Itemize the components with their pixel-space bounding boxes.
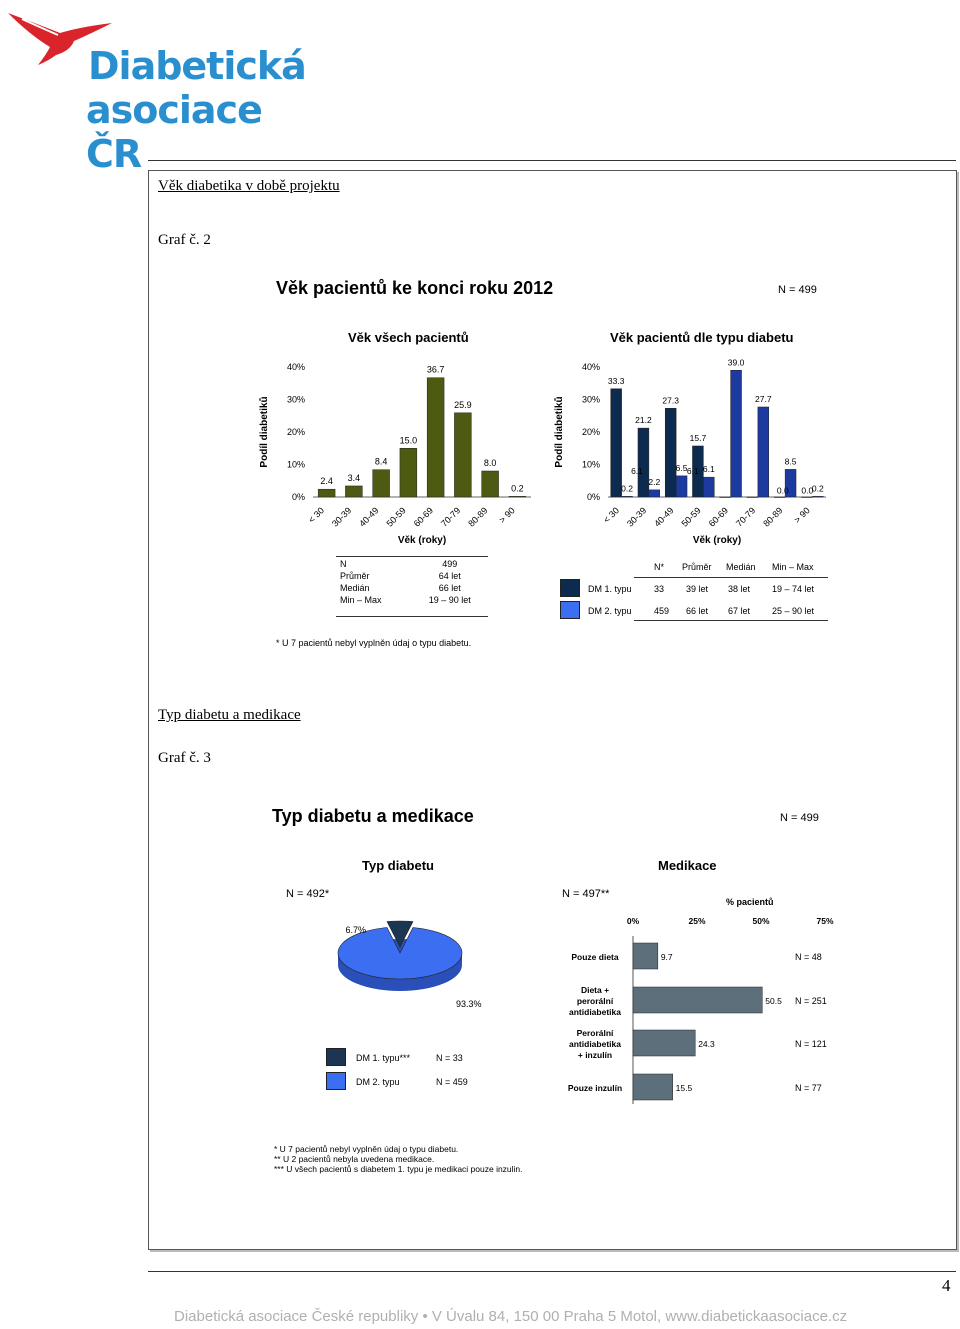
data-label: 9.7 [660,952,673,962]
data-label: 50.5 [765,996,782,1006]
footer-text: Diabetická asociace České republiky • V Úvalu 84, 150 00 Praha 5 Motol, www.diabetickaasociace.cz [174,1308,848,1325]
x-tick-label: 70-79 [733,505,758,529]
data-label: 6.1 [631,465,643,476]
data-label: 0.0 [801,485,814,496]
x-tick-label: > 90 [497,505,517,525]
age-all-chart [255,355,545,550]
logo-line-1: Diabetická [88,44,306,88]
x-tick-label: < 30 [306,505,327,525]
y-axis-label: Podíl diabetiků [554,396,565,468]
stats-cell: 19 – 74 let [772,584,815,594]
stats-cell: 39 let [686,584,709,594]
y-axis-label: Podíl diabetiků [259,396,270,468]
bar [774,497,785,498]
x-tick-label: 25% [688,916,706,926]
data-label: 6.5 [675,462,688,473]
bar [731,370,742,497]
stats-header: N* [654,562,665,572]
bar [665,408,676,497]
data-label: 33.3 [607,375,625,386]
stats-value: 64 let [438,571,461,581]
bar [454,413,471,497]
stats-cell: DM 2. typu [588,606,632,616]
bar [318,489,335,497]
category-label: antidiabetika [569,1039,621,1049]
count-label: N = 48 [795,952,822,962]
diabetes-type-pie [300,915,500,1015]
footnote-3: *** U všech pacientů s diabetem 1. typu je medikaci pouze inzulin. [274,1164,523,1174]
x-tick-label: > 90 [792,505,812,525]
data-label: 25.9 [454,399,472,410]
bar [703,477,714,497]
y-tick-label: 0% [586,492,600,502]
data-label: 0.2 [811,483,824,494]
data-label: 0.2 [621,483,633,494]
footer-rule [148,1271,956,1272]
bar [633,1074,673,1100]
bar [427,378,444,497]
x-tick-label: 40-49 [652,505,676,529]
stats-row [336,570,488,582]
section2-graf-label: Graf č. 3 [158,750,211,766]
bar [345,486,362,497]
data-label: 15.7 [689,432,707,443]
x-tick-label: 50-59 [679,505,703,529]
legend-label: DM 2. typu [356,1077,400,1087]
bar [482,471,499,497]
x-tick-label: 30-39 [624,505,649,529]
stats-header: Průměr [682,562,712,572]
data-label: 0.2 [511,483,524,494]
legend-swatch [560,579,580,597]
bar [747,497,758,498]
legend-swatch [326,1048,346,1066]
footnote-2: ** U 2 pacientů nebyla uvedena medikace. [274,1154,435,1164]
stats-header: Medián [726,562,756,572]
section2-heading: Typ diabetu a medikace [158,707,301,723]
data-label: 36.7 [426,364,445,375]
logo [0,0,306,176]
percent-axis-label: % pacientů [726,897,774,907]
y-tick-label: 0% [291,492,305,502]
legend-swatch [326,1072,346,1090]
data-label: 6.1 [686,465,699,476]
stats-label: N [340,559,347,569]
y-tick-label: 40% [581,362,600,372]
category-label: + inzulín [577,1050,613,1060]
x-tick-label: 80-89 [466,505,490,529]
bar [633,943,658,969]
data-label: 2.4 [320,476,333,487]
stats-label: Průměr [340,571,370,581]
medication-chart [555,912,845,1107]
stats-row [336,558,488,570]
stats-cell: 33 [654,584,665,594]
bar [676,476,687,497]
pie-label: 6.7% [345,925,366,935]
bar [758,407,769,497]
x-tick-label: 60-69 [706,505,731,529]
stats-row [336,594,488,606]
data-label: 0.0 [776,485,789,496]
stats-value: 19 – 90 let [428,595,471,605]
medication-n-label: N = 497** [562,888,610,900]
x-tick-label: 50% [752,916,770,926]
section1-left-subtitle: Věk všech pacientů [348,330,469,345]
legend-count: N = 33 [436,1053,463,1063]
data-label: 8.0 [483,458,497,468]
stats-label: Medián [340,583,370,593]
stats-all-table [336,556,488,606]
bar [638,428,649,497]
bar [649,490,660,497]
section1-footnote: * U 7 pacientů nebyl vyplněn údaj o typu diabetu. [276,638,472,648]
data-label: 27.7 [755,393,772,404]
x-tick-label: 70-79 [438,505,463,529]
x-tick-label: 80-89 [761,505,785,529]
y-tick-label: 40% [286,362,305,372]
section1-graf-label: Graf č. 2 [158,232,211,248]
section1-heading: Věk diabetika v době projektu [158,178,340,194]
stats-label: Min – Max [340,595,382,605]
data-label: 2.2 [648,476,661,487]
y-tick-label: 30% [286,394,305,405]
section1-right-subtitle: Věk pacientů dle typu diabetu [610,330,794,345]
section1-n-total: N = 499 [778,284,817,296]
legend-swatch [560,601,580,619]
x-axis-label: Věk (roky) [692,535,742,546]
bar [622,496,633,497]
y-tick-label: 20% [581,427,600,437]
section2-right-subtitle: Medikace [658,858,717,873]
pie-legend [326,1048,506,1096]
x-tick-label: 30-39 [329,505,354,529]
category-label: Pouze inzulín [567,1083,623,1093]
data-label: 15.5 [675,1083,693,1093]
data-label: 8.5 [784,456,797,467]
section1-chart-title: Věk pacientů ke konci roku 2012 [276,278,554,298]
stats-cell: 38 let [728,584,751,594]
header-rule [148,160,956,161]
y-tick-label: 10% [286,459,305,470]
stats-cell: DM 1. typu [588,584,632,594]
footnote-1: * U 7 pacientů nebyl vyplněn údaj o typu diabetu. [274,1144,459,1154]
page-number: 4 [942,1276,951,1295]
bar [400,448,417,497]
logo-line-2: asociace ČR [86,88,262,176]
category-label: Pouze dieta [571,952,619,962]
data-label: 6.1 [702,464,715,475]
stats-cell: 459 [654,606,670,616]
age-by-type-chart [550,355,840,550]
section2-n-total: N = 499 [780,812,819,824]
stats-cell: 67 let [728,606,751,616]
legend-count: N = 459 [436,1077,468,1087]
count-label: N = 251 [795,996,827,1006]
stats-cell: 66 let [686,606,709,616]
category-label: Perorální [576,1028,614,1038]
data-label: 8.4 [374,456,388,467]
stats-value: 499 [442,559,458,569]
pie-n-label: N = 492* [286,888,330,900]
stats-value: 66 let [438,583,461,593]
bar [611,389,622,497]
count-label: N = 77 [795,1083,822,1093]
bar [720,497,731,498]
legend-label: DM 1. typu*** [356,1053,411,1063]
x-tick-label: 60-69 [411,505,436,529]
data-label: 24.3 [698,1039,715,1049]
bar [812,496,823,497]
category-label: antidiabetika [569,1007,621,1017]
x-tick-label: 75% [816,916,834,926]
stats-cell: 25 – 90 let [772,606,815,616]
pie-label: 93.3% [456,999,482,1009]
bar [509,496,526,497]
stats-row [336,582,488,594]
category-label: Dieta + [580,985,610,995]
data-label: 21.2 [635,415,652,426]
category-label: perorální [576,996,614,1006]
count-label: N = 121 [795,1039,827,1049]
y-tick-label: 10% [581,459,600,470]
y-tick-label: 20% [286,427,305,437]
section2-chart-title: Typ diabetu a medikace [272,806,474,826]
x-axis-label: Věk (roky) [397,535,447,546]
x-tick-label: 40-49 [357,505,381,529]
section2-left-subtitle: Typ diabetu [362,858,434,873]
bar [633,1030,695,1056]
bar [373,470,390,497]
x-tick-label: 0% [626,916,640,926]
stats-header: Min – Max [772,562,814,572]
y-tick-label: 30% [581,394,600,405]
data-label: 27.3 [662,395,679,406]
bar [801,497,812,498]
x-tick-label: 50-59 [384,505,408,529]
x-tick-label: < 30 [601,505,622,525]
data-label: 15.0 [399,435,418,446]
data-label: 3.4 [347,472,361,483]
bar [633,987,762,1013]
data-label: 39.0 [727,357,745,368]
section2-footnotes [274,1144,523,1174]
